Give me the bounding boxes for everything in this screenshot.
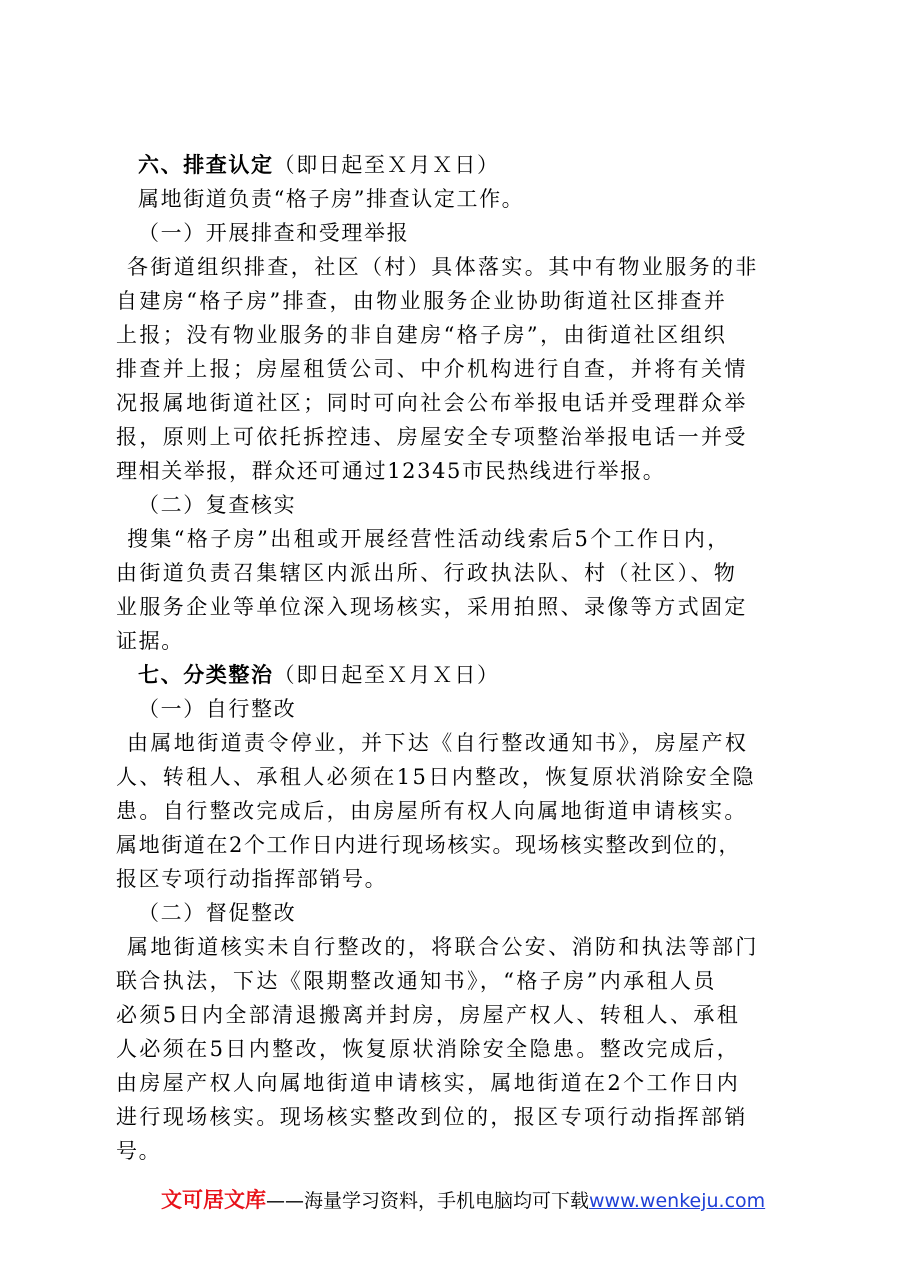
paragraph-line: 上报；没有物业服务的非自建房“格子房”，由街道社区组织 <box>116 323 728 347</box>
page-footer <box>161 1184 765 1214</box>
footer-slogan: ——海量学习资料，手机电脑均可下载 <box>266 1190 590 1212</box>
document-body <box>116 148 816 1168</box>
paragraph-line: 由街道负责召集辖区内派出所、行政执法队、村（社区）、物 <box>116 561 738 585</box>
section-heading-note: （即日起至Ｘ月Ｘ日） <box>273 153 500 177</box>
subsection-title: （一）自行整改 <box>138 697 297 721</box>
section-heading-text: 七、分类整治 <box>138 663 274 687</box>
section-heading <box>116 658 816 692</box>
paragraph-line: 由房屋产权人向属地街道申请核实，属地街道在2个工作日内 <box>116 1071 741 1095</box>
paragraph-line: 属地街道在2个工作日内进行现场核实。现场核实整改到位的， <box>116 833 742 857</box>
paragraph-line: 业服务企业等单位深入现场核实，采用拍照、录像等方式固定 <box>116 595 748 619</box>
paragraph-line: 证据。 <box>116 629 184 653</box>
paragraph-line: 号。 <box>116 1139 162 1163</box>
paragraph-line: 属地街道核实未自行整改的，将联合公安、消防和执法等部门 <box>127 935 759 959</box>
paragraph-line: 由属地街道责令停业，并下达《自行整改通知书》，房屋产权 <box>127 731 749 755</box>
paragraph-line: 况报属地街道社区；同时可向社会公布举报电话并受理群众举 <box>116 391 748 415</box>
subsection-title: （二）督促整改 <box>138 901 297 925</box>
section-heading-text: 六、排查认定 <box>138 153 274 177</box>
paragraph-line: 搜集“格子房”出租或开展经营性活动线索后5个工作日内， <box>127 527 731 551</box>
paragraph-line: 联合执法，下达《限期整改通知书》，“格子房”内承租人员 <box>116 969 717 993</box>
paragraph-line: 属地街道负责“格子房”排查认定工作。 <box>138 187 525 211</box>
paragraph-line: 各街道组织排查，社区（村）具体落实。其中有物业服务的非 <box>127 255 759 279</box>
paragraph-line: 自建房“格子房”排查，由物业服务企业协助街道社区排查并 <box>116 289 728 313</box>
subsection-title: （一）开展排查和受理举报 <box>138 221 410 245</box>
section-heading <box>116 148 816 182</box>
section-heading-note: （即日起至Ｘ月Ｘ日） <box>273 663 500 687</box>
paragraph-line: 排查并上报；房屋租赁公司、中介机构进行自查，并将有关情 <box>116 357 748 381</box>
paragraph-line: 必须5日内全部清退搬离并封房，房屋产权人、转租人、承租 <box>116 1003 741 1027</box>
paragraph-line: 人、转租人、承租人必须在15日内整改，恢复原状消除安全隐 <box>116 765 756 789</box>
paragraph-line: 报，原则上可依托拆控违、房屋安全专项整治举报电话一并受 <box>116 425 748 449</box>
subsection-title: （二）复查核实 <box>138 493 297 517</box>
footer-site-link[interactable]: www.wenkeju.com <box>589 1190 766 1212</box>
paragraph-line: 患。自行整改完成后，由房屋所有权人向属地街道申请核实。 <box>116 799 748 823</box>
paragraph-line: 人必须在5日内整改，恢复原状消除安全隐患。整改完成后， <box>116 1037 741 1061</box>
paragraph-line: 进行现场核实。现场核实整改到位的，报区专项行动指挥部销 <box>116 1105 748 1129</box>
paragraph-line: 理相关举报，群众还可通过12345市民热线进行举报。 <box>116 459 666 483</box>
paragraph-line: 报区专项行动指挥部销号。 <box>116 867 388 891</box>
footer-brand: 文可居文库 <box>161 1188 266 1212</box>
